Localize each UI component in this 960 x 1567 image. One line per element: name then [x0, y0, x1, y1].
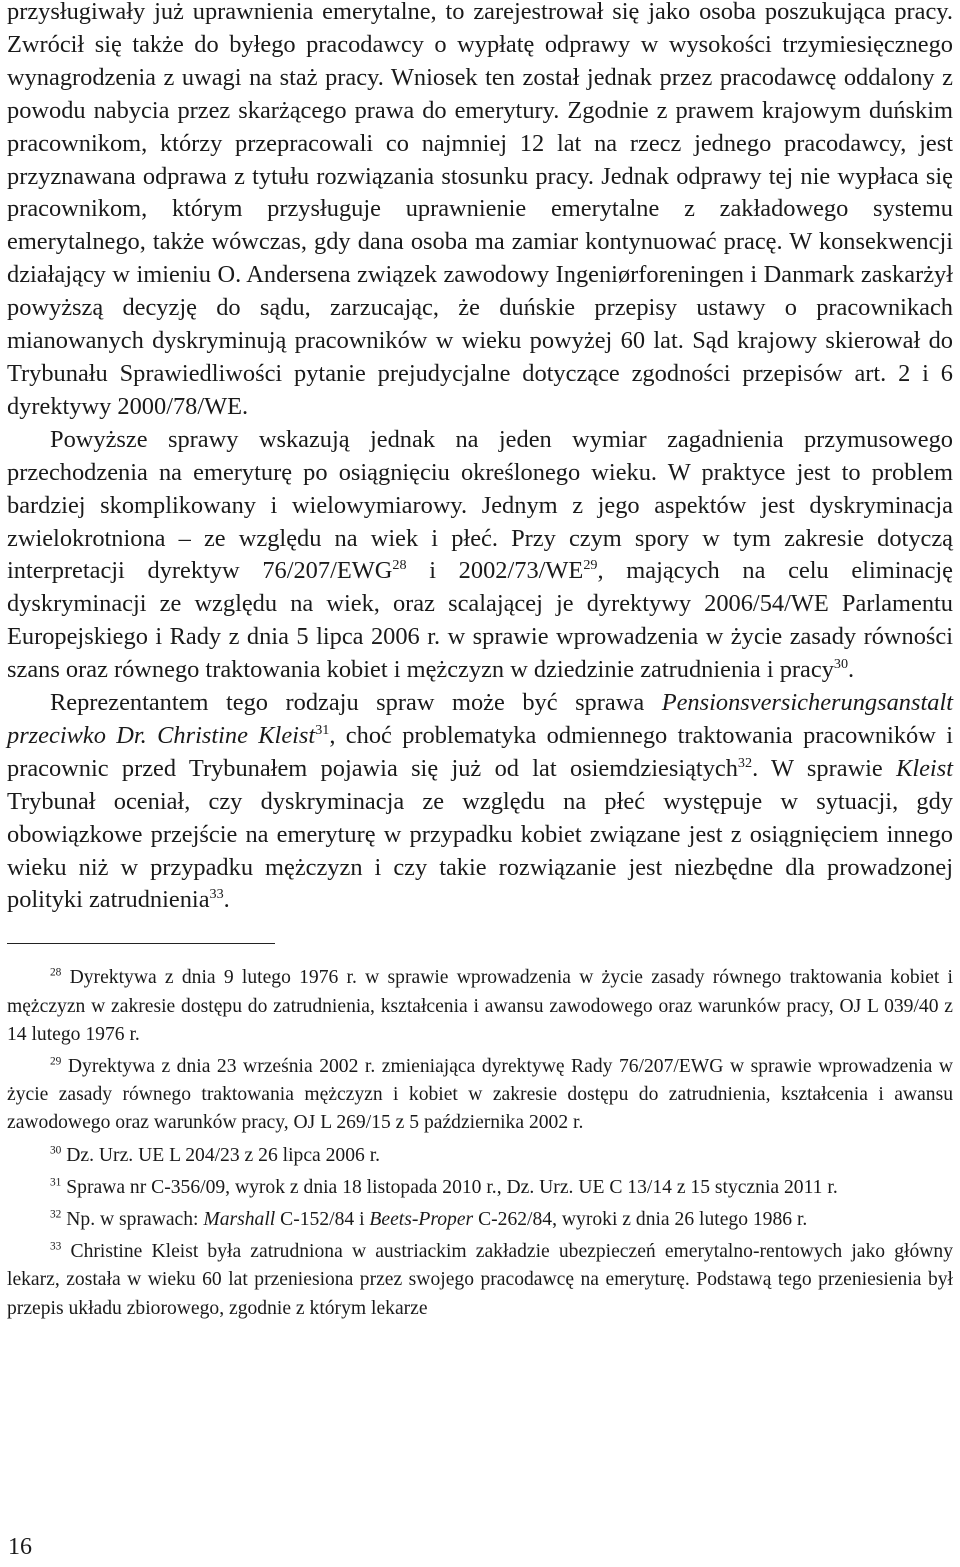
footnote [7, 1142, 953, 1170]
footnote-number: 29 [50, 1055, 62, 1068]
footnote [7, 1174, 953, 1202]
footnotes [7, 964, 953, 1322]
footnote-reference: 32 [737, 754, 753, 771]
footnote-number: 28 [50, 966, 62, 979]
footnote-reference: 28 [392, 557, 407, 574]
text-run: , mających na celu eliminację dyskryminacji ze względu na wiek, oraz scalającej je dyrektywy 2006/54/WE Parlamentu Europejskiego i Rady z dnia 5 lipca 2006 r. w sprawie wprowadzenia w życie zasady równości szans oraz równego traktowania kobiet i mężczyzn w dziedzinie zatrudnienia i pracy [7, 557, 954, 684]
page-number: 16 [8, 1534, 32, 1560]
document-page [7, 0, 953, 1327]
text-run: przysługiwały już uprawnienia emerytalne, to zarejestrował się jako osoba poszukująca pracy. Zwrócił się także do byłego pracodawcy o wypłatę odprawy w wysokości trzymiesięcznego wynagrodzenia z uwagi na staż pracy. Wniosek ten został jednak przez pracodawcę oddalony z powodu nabycia przez skarżącego prawa do emerytury. Zgodnie z prawem krajowym duńskim pracownikom, którzy przepracowali co najmniej 12 lat na rzecz jednego pracodawcy, jest przyznawana odprawa z tytułu rozwiązania stosunku pracy. Jednak odprawy tej nie wypłaca się pracownikom, którym przysługuje uprawnienie emerytalne z zakładowego systemu emerytalnego, także wówczas, gdy dana osoba ma zamiar kontynuować pracę. W konsekwencji działający w imieniu O. Andersena związek zawodowy Ingeniørforeningen i Danmark zaskarżył powyższą decyzję do sądu, zarzucając, że duńskie przepisy ustawy o pracownikach mianowanych dyskryminują pracowników w wieku powyżej 60 lat. Sąd krajowy skierował do Trybunału Sprawiedliwości pytanie prejudycjalne dotyczące zgodności przepisów art. 2 i 6 dyrektywy 2000/78/WE. [7, 0, 953, 420]
text-run: Dyrektywa z dnia 9 lutego 1976 r. w sprawie wprowadzenia w życie zasady równego traktowania kobiet i mężczyzn w zakresie dostępu do zatrudnienia, kształcenia i awansu zawodowego oraz warunków pracy, OJ L 039/40 z 14 lutego 1976 r. [7, 967, 953, 1045]
text-run: , choć problematyka odmiennego traktowania pracowników i pracownic przed Trybunałem pojawia się już od lat osiemdziesiątych [7, 721, 953, 782]
paragraph [7, 424, 953, 687]
text-run: Reprezentantem tego rodzaju spraw może być sprawa [50, 689, 662, 717]
footnote-number: 33 [50, 1240, 62, 1253]
footnote [7, 964, 953, 1049]
italic-text: Kleist [896, 754, 953, 782]
main-text [7, 0, 953, 917]
paragraph [7, 0, 953, 424]
text-run: Dz. Urz. UE L 204/23 z 26 lipca 2006 r. [61, 1144, 381, 1166]
footnote [7, 1206, 953, 1234]
footnote-number: 32 [50, 1208, 62, 1221]
text-run: . W sprawie [752, 754, 897, 782]
italic-text: Pensionsversicherungsanstalt przeciwko Dr. Christine Kleist [7, 689, 953, 749]
text-run: Dyrektywa z dnia 23 września 2002 r. zmieniająca dyrektywę Rady 76/207/EWG w sprawie wprowadzenia w życie zasady równego traktowania mężczyzn i kobiet w zakresie dostępu do zatrudnienia, kształcenia i awansu zawodowego oraz warunków pracy, OJ L 269/15 z 5 października 2002 r. [7, 1055, 953, 1134]
text-run: i 2002/73/WE [406, 557, 584, 585]
text-run: C-152/84 i [275, 1209, 370, 1230]
text-run: C-262/84, wyroki z dnia 26 lutego 1986 r. [473, 1209, 808, 1230]
italic-text: Marshall [203, 1209, 276, 1230]
text-run: Trybunał oceniał, czy dyskryminacja ze względu na płeć występuje w sytuacji, gdy obowiązkowe przejście na emeryturę w przypadku kobiet związane jest z osiągnięciem innego wieku niż w przypadku mężczyzn i czy takie rozwiązanie jest niezbędne dla prowadzonej polityki zatrudnienia [7, 787, 953, 914]
footnote-number: 31 [50, 1176, 62, 1189]
footnote-number: 30 [50, 1144, 62, 1157]
text-run: Np. w sprawach: [61, 1209, 204, 1230]
italic-text: Beets-Proper [369, 1209, 474, 1230]
footnote [7, 1053, 953, 1138]
text-run: Powyższe sprawy wskazują jednak na jeden wymiar zagadnienia przymusowego przechodzenia na emeryturę po osiągnięciu określonego wieku. W praktyce jest to problem bardziej skomplikowany i wielowymiarowy. Jednym z jego aspektów jest dyskryminacja zwielokrotniona – ze względu na wiek i płeć. Przy czym spory w tym zakresie dotyczą interpretacji dyrektyw 76/207/EWG [7, 425, 953, 585]
footnote-reference: 31 [315, 721, 330, 738]
footnote-separator [7, 943, 275, 944]
text-run: Christine Kleist była zatrudniona w austriackim zakładzie ubezpieczeń emerytalno-rentowych jako główny lekarz, została w wieku 60 lat przeniesiona przez swojego pracodawcę na emeryturę. Podstawą tego przeniesienia był przepis układu zbiorowego, zgodnie z którym lekarze [7, 1241, 953, 1319]
footnote-reference: 33 [209, 886, 224, 903]
footnote-reference: 30 [833, 656, 849, 672]
footnote [7, 1238, 953, 1323]
paragraph [7, 687, 953, 917]
text-run: . [223, 886, 230, 914]
text-run: . [848, 656, 855, 684]
text-run: Sprawa nr C-356/09, wyrok z dnia 18 listopada 2010 r., Dz. Urz. UE C 13/14 z 15 stycznia 2011 r. [61, 1176, 838, 1198]
footnote-reference: 29 [583, 557, 598, 574]
